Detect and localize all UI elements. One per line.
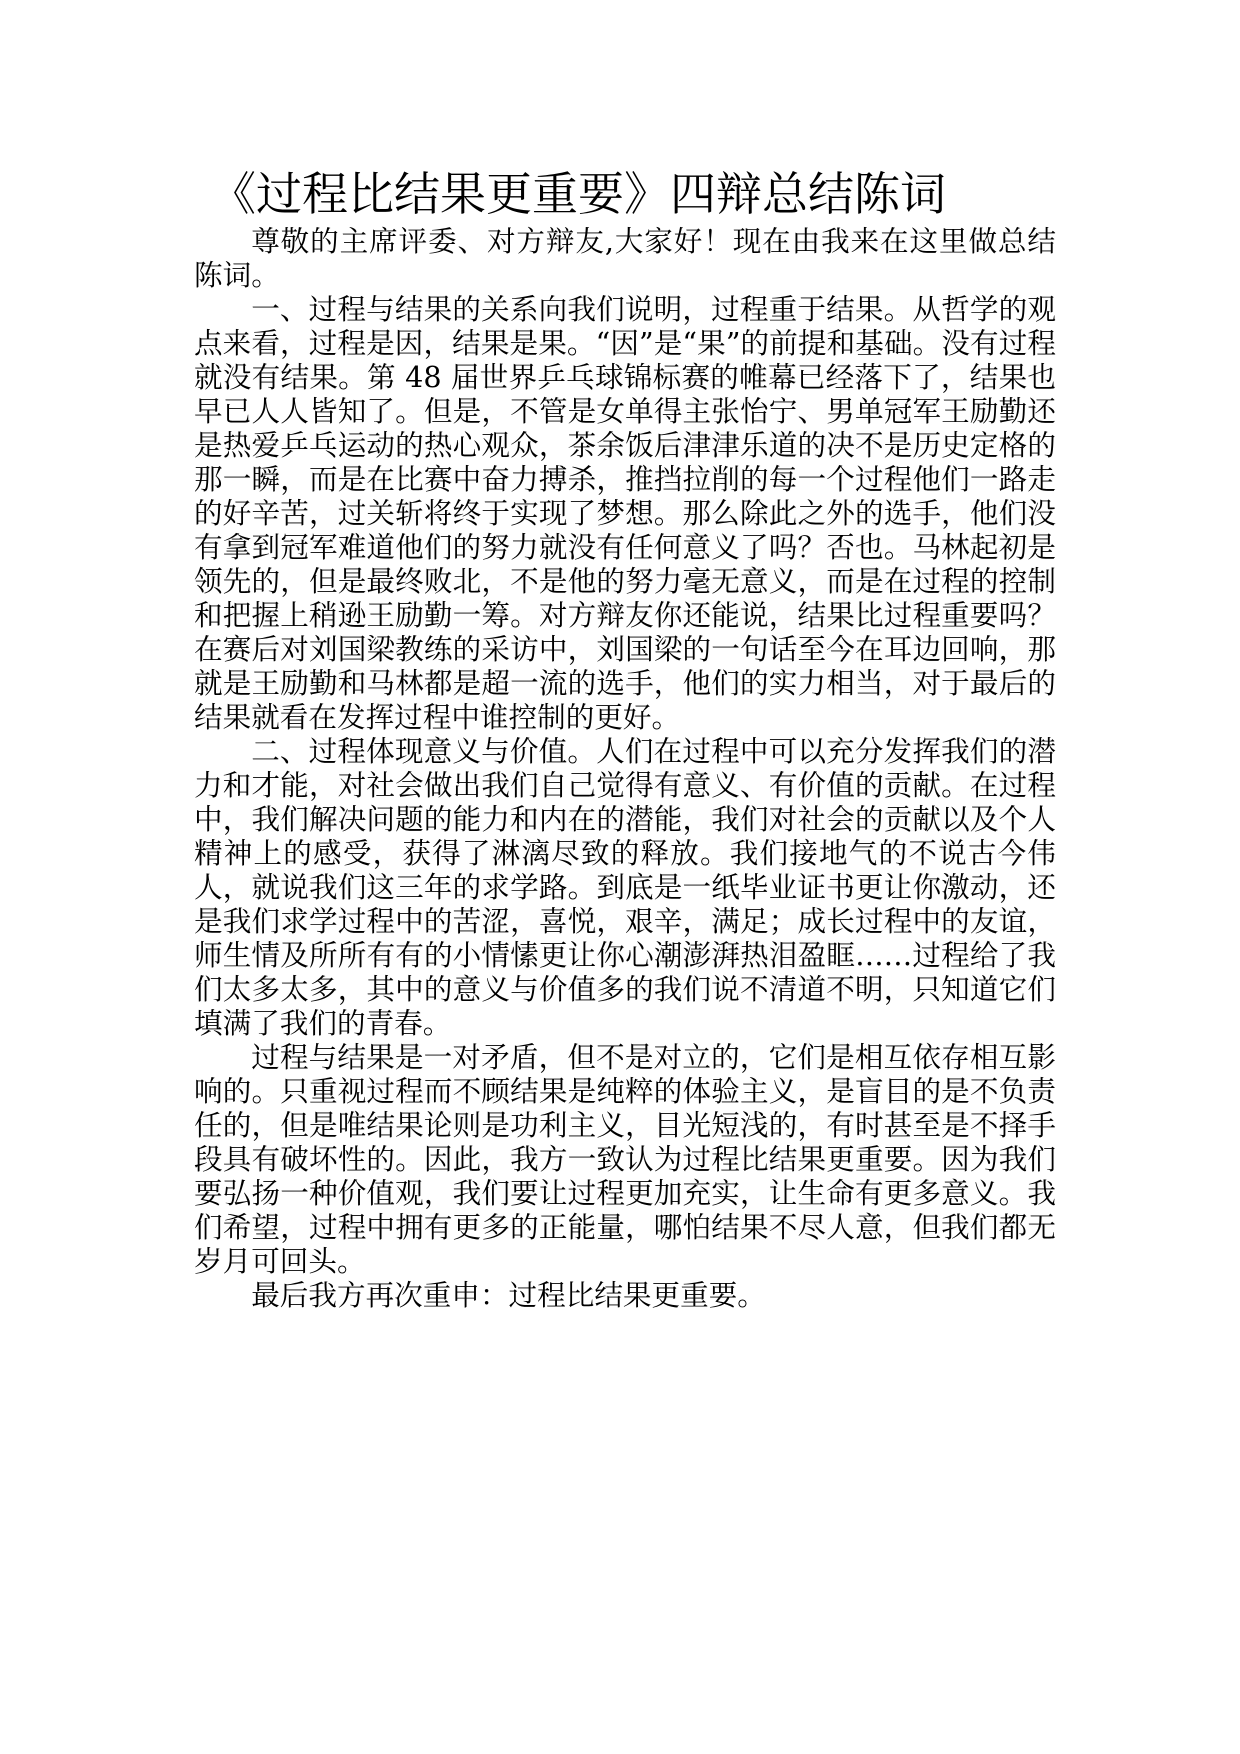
paragraph-point-one: 一、过程与结果的关系向我们说明，过程重于结果。从哲学的观点来看，过程是因，结果是果。“因”是“果”的前提和基础。没有过程就没有结果。第 48 届世界乒乓球锦标赛的帷幕已经落下了，结果也早已人人皆知了。但是，不管是女单得主张怡宁、男单冠军王励勤还是热爱乒乓运动的热心观众，茶余饭后津津乐道的决不是历史定格的那一瞬，而是在比赛中奋力搏杀，推挡拉削的每一个过程他们一路走的好辛苦，过关斩将终于实现了梦想。那么除此之外的选手，他们没有拿到冠军难道他们的努力就没有任何意义了吗？否也。马林起初是领先的，但是最终败北，不是他的努力毫无意义，而是在过程的控制和把握上稍逊王励勤一筹。对方辩友你还能说，结果比过程重要吗？在赛后对刘国梁教练的采访中，刘国梁的一句话至今在耳边回响，那就是王励勤和马林都是超一流的选手，他们的实力相当，对于最后的结果就看在发挥过程中谁控制的更好。: [194, 292, 1056, 734]
document-title: 《过程比结果更重要》四辩总结陈词: [210, 167, 946, 221]
paragraph-closing: 最后我方再次重申：过程比结果更重要。: [251, 1278, 766, 1312]
document-body: [194, 224, 1056, 1312]
paragraph-summary: 过程与结果是一对矛盾，但不是对立的，它们是相互依存相互影响的。只重视过程而不顾结果是纯粹的体验主义，是盲目的是不负责任的，但是唯结果论则是功利主义，目光短浅的，有时甚至是不择手段具有破坏性的。因此，我方一致认为过程比结果更重要。因为我们要弘扬一种价值观，我们要让过程更加充实，让生命有更多意义。我们希望，过程中拥有更多的正能量，哪怕结果不尽人意，但我们都无岁月可回头。: [194, 1040, 1056, 1278]
paragraph-point-two: 二、过程体现意义与价值。人们在过程中可以充分发挥我们的潜力和才能，对社会做出我们自己觉得有意义、有价值的贡献。在过程中，我们解决问题的能力和内在的潜能，我们对社会的贡献以及个人精神上的感受，获得了淋漓尽致的释放。我们接地气的不说古今伟人，就说我们这三年的求学路。到底是一纸毕业证书更让你激动，还是我们求学过程中的苦涩，喜悦，艰辛，满足；成长过程中的友谊，师生情及所所有有的小情愫更让你心潮澎湃热泪盈眶……过程给了我们太多太多，其中的意义与价值多的我们说不清道不明，只知道它们填满了我们的青春。: [194, 734, 1056, 1040]
paragraph-greeting: 尊敬的主席评委、对方辩友,大家好！现在由我来在这里做总结陈词。: [194, 224, 1056, 292]
